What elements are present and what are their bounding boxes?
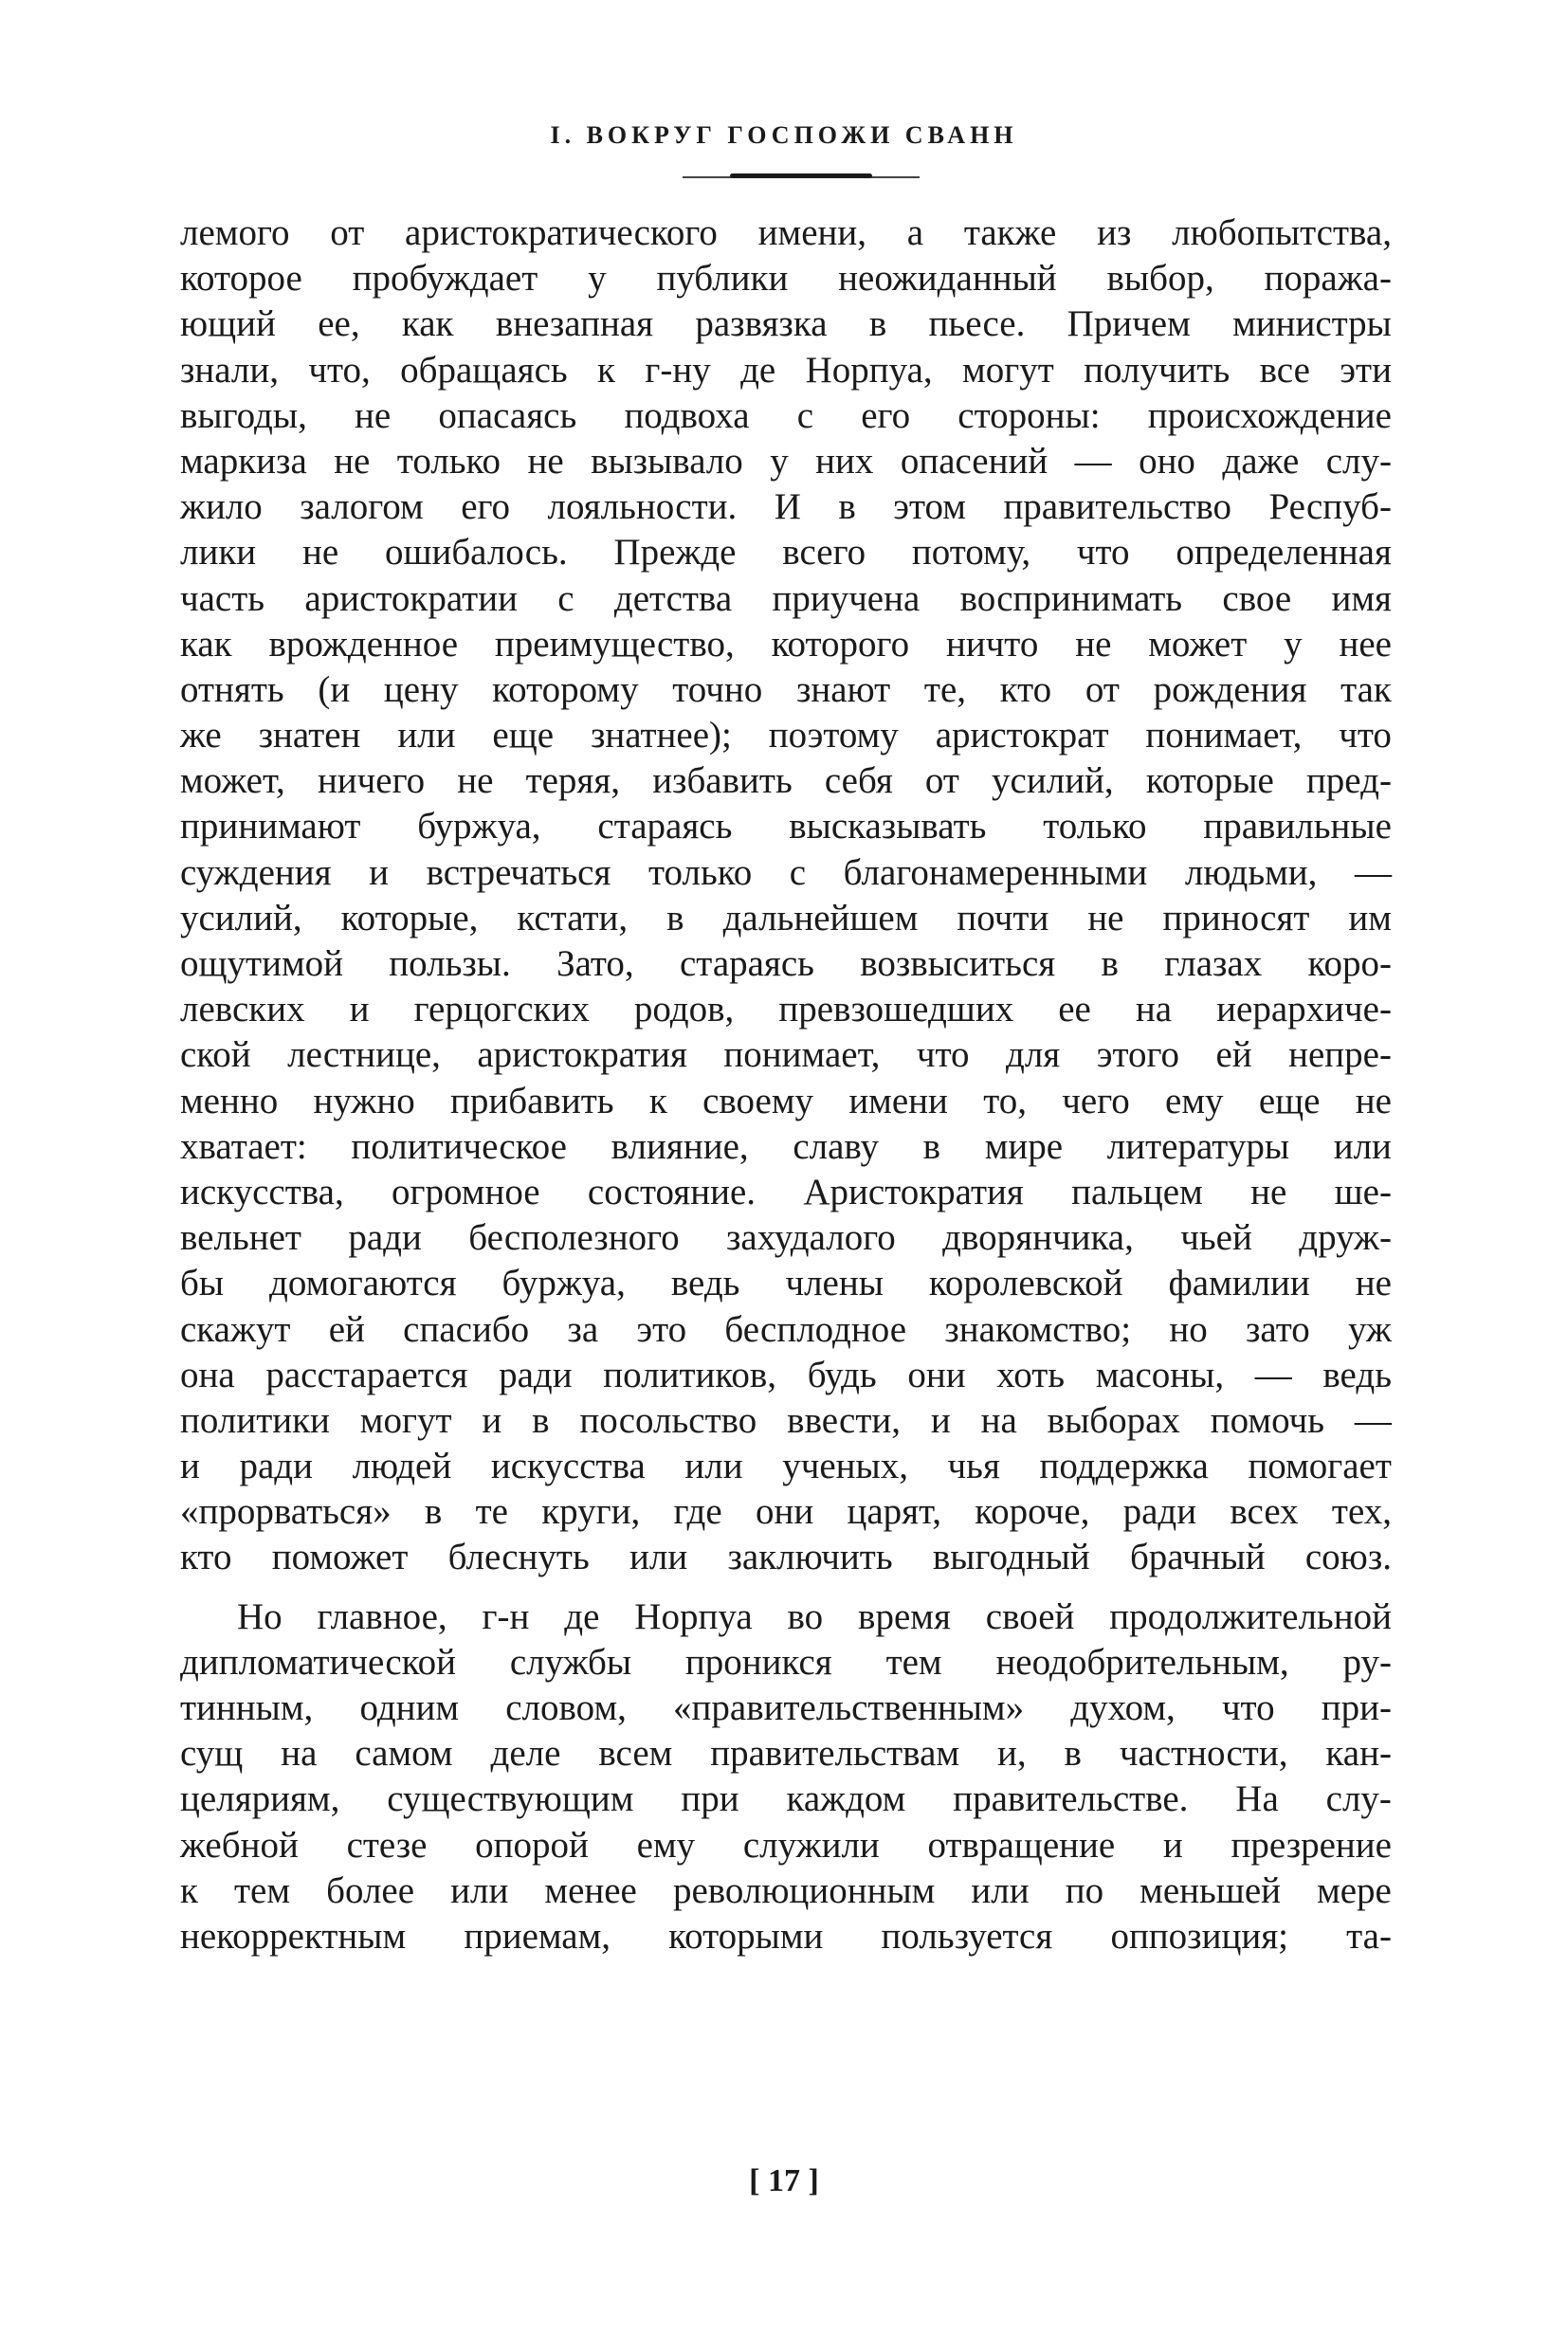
- text-line: лемого от аристократического имени, а также из любопытства,: [180, 212, 1392, 253]
- text-line: дипломатической службы проникся тем неодобрительным, ру-: [180, 1641, 1392, 1683]
- text-line: скажут ей спасибо за это бесплодное знакомство; но зато уж: [180, 1308, 1392, 1350]
- text-line: Но главное, г-н де Норпуа во время своей продолжительной: [237, 1595, 1392, 1637]
- text-line: жило залогом его лояльности. И в этом правительство Респуб-: [180, 486, 1392, 528]
- text-line: и ради людей искусства или ученых, чья поддержка помогает: [180, 1446, 1392, 1487]
- text-line: как врожденное преимущество, которого ничто не может у нее: [180, 623, 1392, 665]
- text-line: усилий, которые, кстати, в дальнейшем почти не приносят им: [180, 897, 1392, 939]
- text-line: отнять (и цену которому точно знают те, кто от рождения так: [180, 668, 1392, 710]
- text-line: целяриям, существующим при каждом правительстве. На слу-: [180, 1778, 1392, 1820]
- text-line: политики могут и в посольство ввести, и на выборах помочь —: [180, 1399, 1392, 1441]
- text-line: часть аристократии с детства приучена воспринимать свое имя: [180, 577, 1392, 619]
- text-line: хватает: политическое влияние, славу в мире литературы или: [180, 1125, 1392, 1167]
- text-line: бы домогаются буржуа, ведь члены королевской фамилии не: [180, 1263, 1392, 1304]
- paragraph: [180, 1595, 1392, 1960]
- text-line: ощутимой пользы. Зато, стараясь возвыситься в глазах коро-: [180, 943, 1392, 984]
- paragraph-gap: [180, 1581, 1392, 1595]
- text-line: менно нужно прибавить к своему имени то, чего ему еще не: [180, 1080, 1392, 1121]
- page-number: [ 17 ]: [749, 2163, 819, 2198]
- text-line: некорректным приемам, которыми пользуется оппозиция; та-: [180, 1915, 1392, 1957]
- text-line: сущ на самом деле всем правительствам и, в частности, кан-: [180, 1733, 1392, 1775]
- text-line: левских и герцогских родов, превзошедших ее на иерархиче-: [180, 989, 1392, 1030]
- text-line: знали, что, обращаясь к г-ну де Норпуа, могут получить все эти: [180, 349, 1392, 391]
- text-line: вельнет ради бесполезного захудалого дворянчика, чьей друж-: [180, 1217, 1392, 1259]
- text-line: ющий ее, как внезапная развязка в пьесе. Причем министры: [180, 303, 1392, 345]
- text-line: принимают буржуа, стараясь высказывать только правильные: [180, 806, 1392, 847]
- text-line: лики не ошибалось. Прежде всего потому, что определенная: [180, 532, 1392, 574]
- text-line: суждения и встречаться только с благонамеренными людьми, —: [180, 851, 1392, 893]
- paragraph: [180, 210, 1392, 1581]
- text-line: может, ничего не теряя, избавить себя от усилий, которые пред-: [180, 760, 1392, 802]
- text-line: же знатен или еще знатнее); поэтому аристократ понимает, что: [180, 715, 1392, 756]
- text-line: тинным, одним словом, «правительственным» духом, что при-: [180, 1687, 1392, 1728]
- text-line: выгоды, не опасаясь подвоха с его стороны: происхождение: [180, 394, 1392, 436]
- text-line: к тем более или менее революционным или по меньшей мере: [180, 1869, 1392, 1911]
- text-line: «прорваться» в те круги, где они царят, короче, ради всех тех,: [180, 1491, 1392, 1533]
- header-rule-accent: [730, 173, 872, 178]
- text-line: которое пробуждает у публики неожиданный выбор, поража-: [180, 258, 1392, 300]
- running-title: I. ВОКРУГ ГОСПОЖИ СВАНН: [550, 121, 1018, 149]
- text-line: маркиза не только не вызывало у них опасений — оно даже слу-: [180, 440, 1392, 482]
- body-text: [180, 210, 1392, 1959]
- text-line: она расстарается ради политиков, будь они хоть масоны, — ведь: [180, 1354, 1392, 1395]
- text-line: жебной стезе опорой ему служили отвращение и презрение: [180, 1824, 1392, 1866]
- text-line: ской лестнице, аристократия понимает, что для этого ей непре-: [180, 1034, 1392, 1076]
- text-line: кто поможет блеснуть или заключить выгодный брачный союз.: [180, 1537, 1392, 1578]
- text-line: искусства, огромное состояние. Аристократия пальцем не ше-: [180, 1171, 1392, 1212]
